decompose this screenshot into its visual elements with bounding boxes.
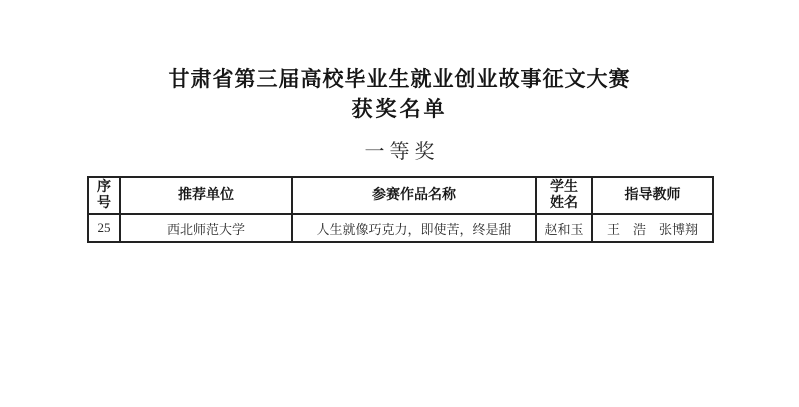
col-header-recommending-unit: 推荐单位 bbox=[120, 177, 292, 214]
col-header-advisors: 指导教师 bbox=[592, 177, 713, 214]
document-title-line1: 甘肃省第三届高校毕业生就业创业故事征文大赛 bbox=[168, 67, 631, 91]
cell-serial-number: 25 bbox=[88, 214, 120, 242]
col-header-serial-number: 序号 bbox=[88, 177, 120, 214]
table-header-row bbox=[88, 177, 713, 214]
awards-table bbox=[87, 176, 714, 243]
cell-work-title: 人生就像巧克力，即使苦，终是甜 bbox=[292, 214, 536, 242]
table-row bbox=[88, 214, 713, 242]
col-header-work-title: 参赛作品名称 bbox=[292, 177, 536, 214]
document-title bbox=[0, 64, 799, 124]
cell-recommending-unit: 西北师范大学 bbox=[120, 214, 292, 242]
col-header-student-name-text: 学生姓名 bbox=[550, 179, 578, 211]
cell-student-name: 赵和玉 bbox=[536, 214, 592, 242]
section-heading-first-prize: 一等奖 bbox=[364, 141, 440, 163]
cell-advisors: 王 浩 张博翔 bbox=[592, 214, 713, 242]
col-header-student-name bbox=[536, 177, 592, 214]
document-title-line2: 获奖名单 bbox=[351, 97, 448, 121]
